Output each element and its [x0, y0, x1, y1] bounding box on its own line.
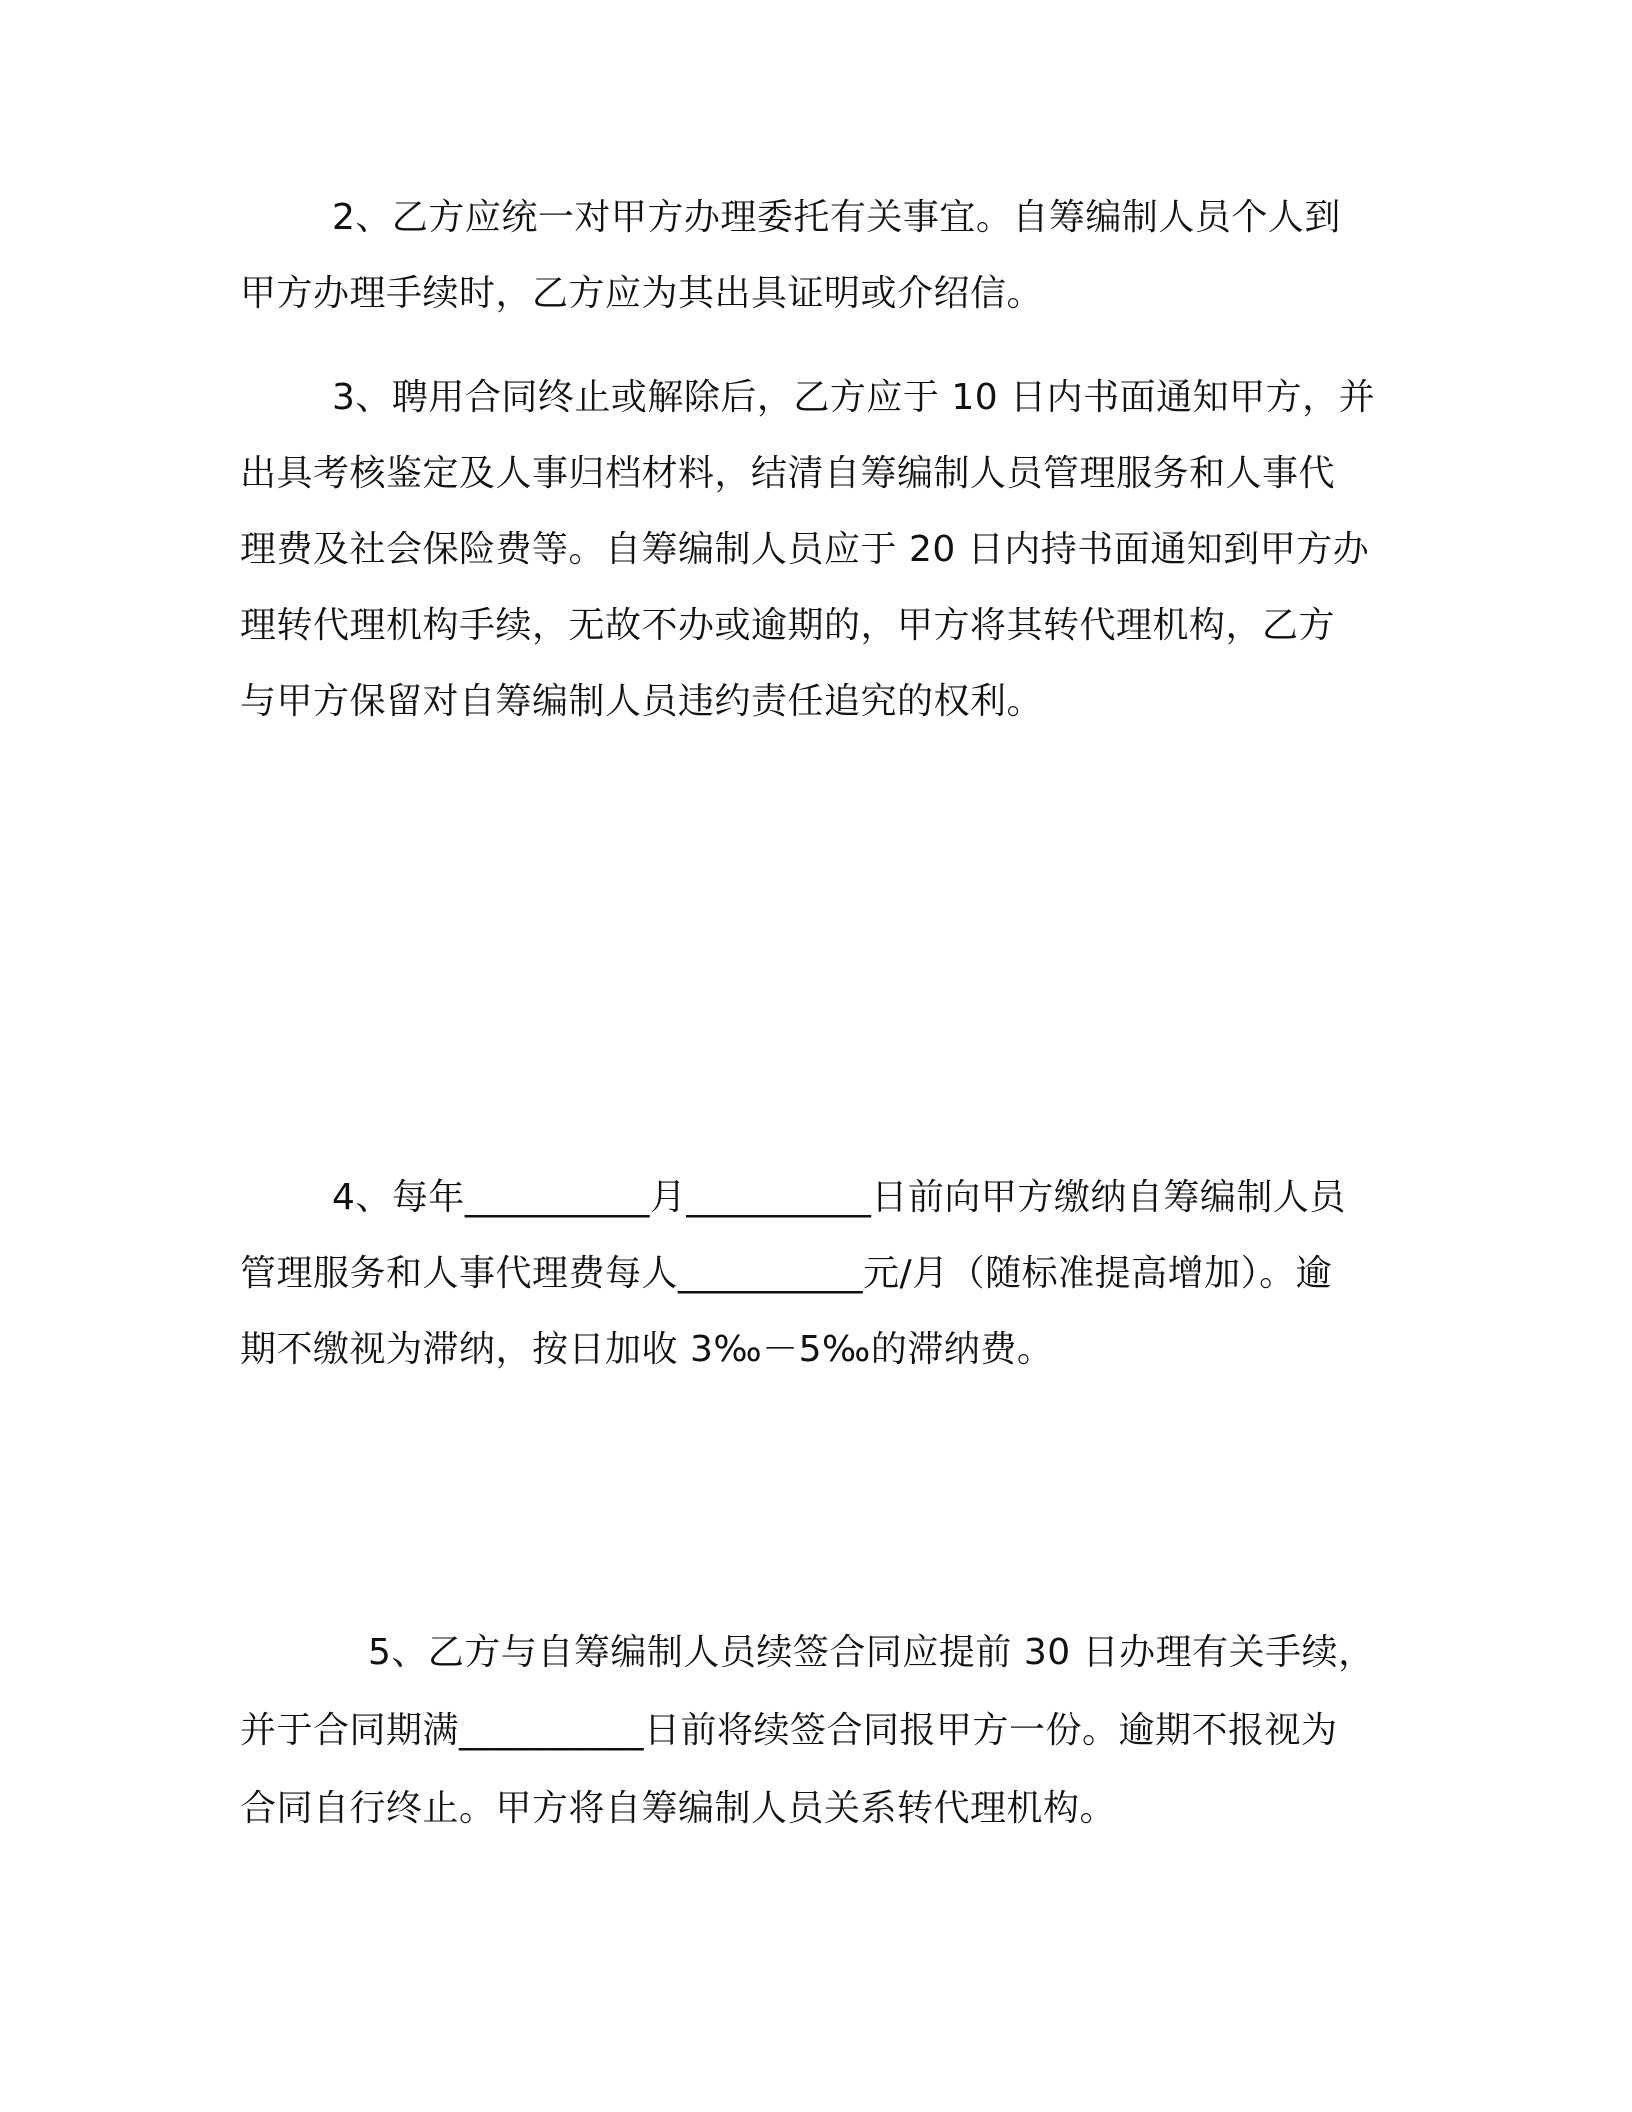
clause-3-line-5: 与甲方保留对自筹编制人员违约责任追究的权利。 — [240, 681, 1044, 722]
clause-5-line-2: 并于合同期满__________日前将续签合同报甲方一份。逾期不报视为 — [240, 1710, 1338, 1751]
clause-3-line-1: 3、聘用合同终止或解除后，乙方应于 10 日内书面通知甲方，并 — [332, 377, 1376, 418]
clause-2-line-2: 甲方办理手续时，乙方应为其出具证明或介绍信。 — [240, 273, 1044, 314]
clause-4-line-1: 4、每年__________月__________日前向甲方缴纳自筹编制人员 — [332, 1177, 1346, 1218]
clause-5-line-3: 合同自行终止。甲方将自筹编制人员关系转代理机构。 — [240, 1788, 1117, 1829]
clause-5-line-1: 5、乙方与自筹编制人员续签合同应提前 30 日办理有关手续， — [368, 1632, 1375, 1673]
clause-4-line-2: 管理服务和人事代理费每人__________元/月（随标准提高增加）。逾 — [240, 1253, 1333, 1294]
clause-2-line-1: 2、乙方应统一对甲方办理委托有关事宜。自筹编制人员个人到 — [332, 197, 1341, 238]
clause-3-line-4: 理转代理机构手续，无故不办或逾期的，甲方将其转代理机构，乙方 — [240, 605, 1336, 646]
clause-3-line-2: 出具考核鉴定及人事归档材料，结清自筹编制人员管理服务和人事代 — [240, 453, 1336, 494]
clause-4-line-3: 期不缴视为滞纳，按日加收 3‰－5‰的滞纳费。 — [240, 1329, 1054, 1370]
clause-3-line-3: 理费及社会保险费等。自筹编制人员应于 20 日内持书面通知到甲方办 — [240, 529, 1370, 570]
